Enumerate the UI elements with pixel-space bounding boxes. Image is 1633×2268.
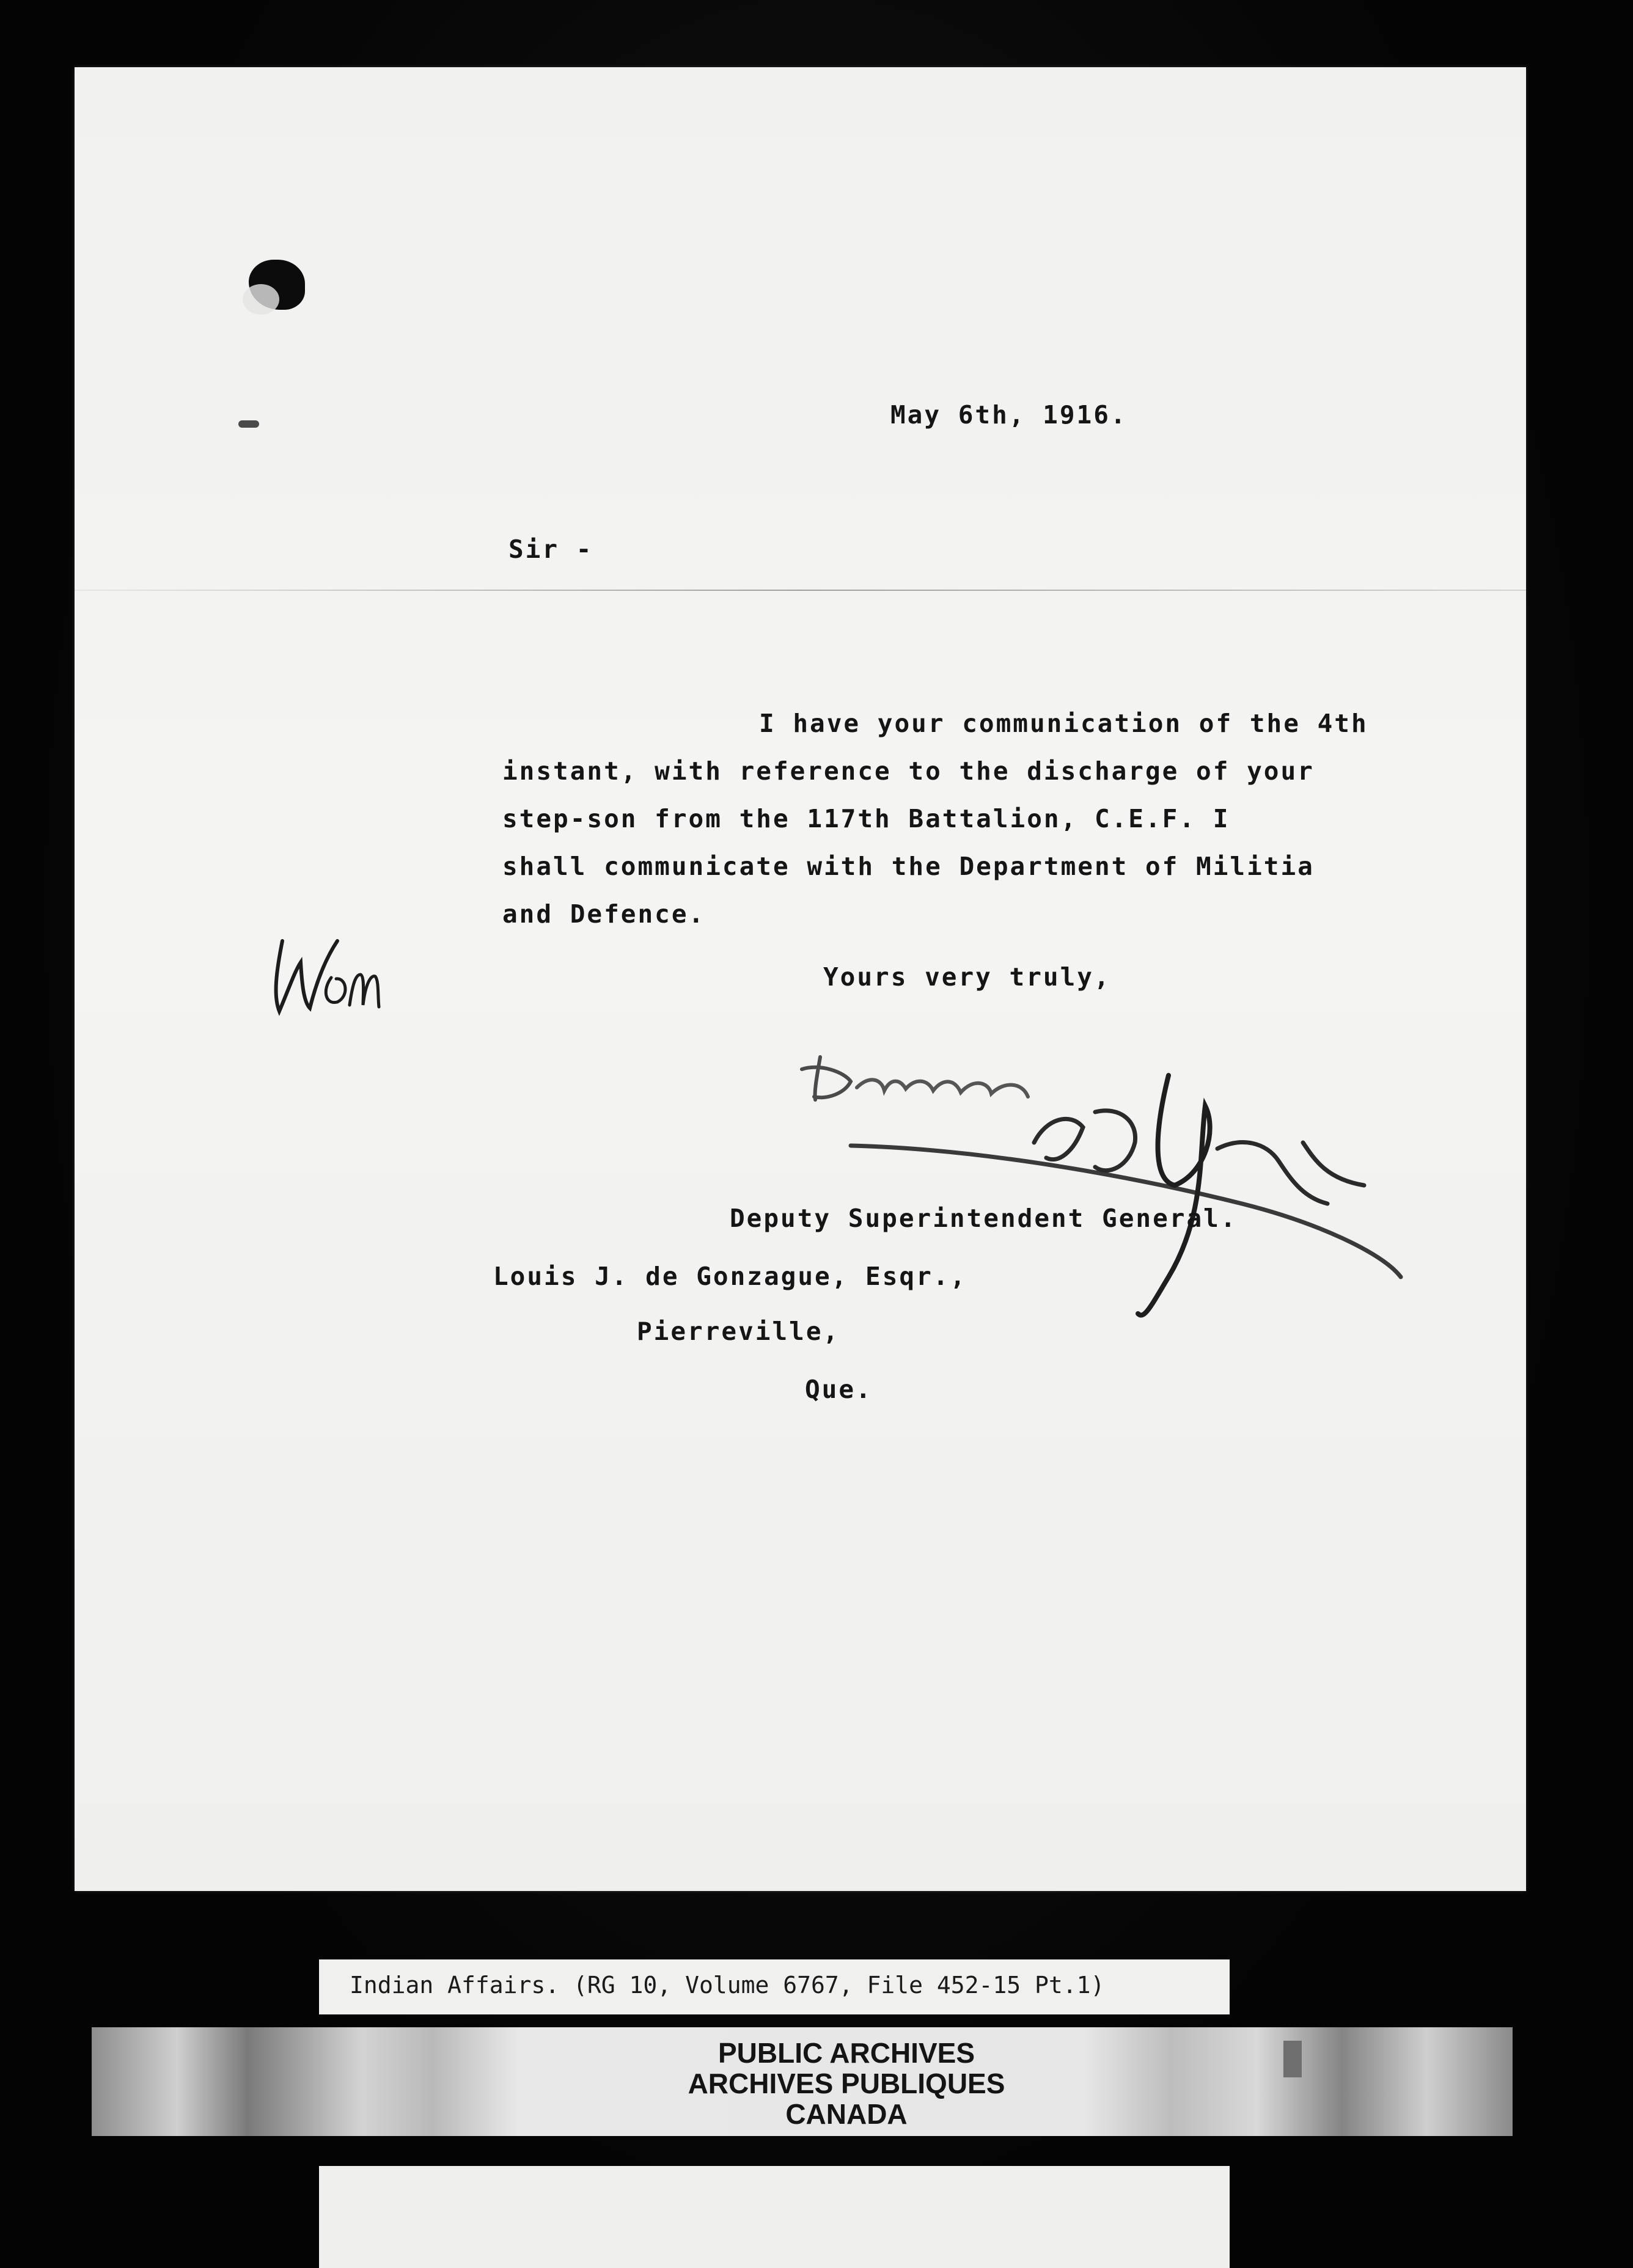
pin-mark: [238, 420, 259, 428]
archive-label-line: CANADA: [785, 2098, 908, 2130]
blank-label-strip: [319, 2166, 1230, 2268]
body-line: I have your communication of the 4th: [759, 709, 1368, 738]
letter-date: May 6th, 1916.: [890, 400, 1128, 430]
handwritten-signature: [777, 1020, 1462, 1363]
body-line: shall communicate with the Department of Militia: [502, 852, 1315, 881]
letter-body: [502, 700, 1368, 938]
archive-reference: Indian Affairs. (RG 10, Volume 6767, File 452-15 Pt.1): [350, 1972, 1105, 1999]
archive-reference-strip: [319, 1959, 1230, 2014]
body-line: step-son from the 117th Battalion, C.E.F. I: [502, 804, 1230, 833]
letter-page: [75, 67, 1526, 1891]
band-clip-mark: [1283, 2041, 1302, 2077]
recipient-province: Que.: [805, 1375, 873, 1404]
archive-label-line: ARCHIVES PUBLIQUES: [688, 2068, 1005, 2099]
punch-hole-mark: [249, 260, 305, 310]
archive-label-line: PUBLIC ARCHIVES: [718, 2037, 975, 2069]
recipient-town: Pierreville,: [637, 1317, 840, 1346]
recipient-name: Louis J. de Gonzague, Esqr.,: [493, 1262, 967, 1291]
letter-closing: Yours very truly,: [823, 962, 1111, 992]
body-line: instant, with reference to the discharge of your: [502, 756, 1315, 786]
letter-salutation: Sir -: [508, 535, 593, 564]
handwritten-initials: [258, 904, 405, 1026]
archive-label: [440, 2038, 1253, 2128]
body-line: and Defence.: [502, 899, 706, 929]
page-fold-line: [75, 590, 1526, 591]
signatory-title: Deputy Superintendent General.: [730, 1204, 1238, 1233]
